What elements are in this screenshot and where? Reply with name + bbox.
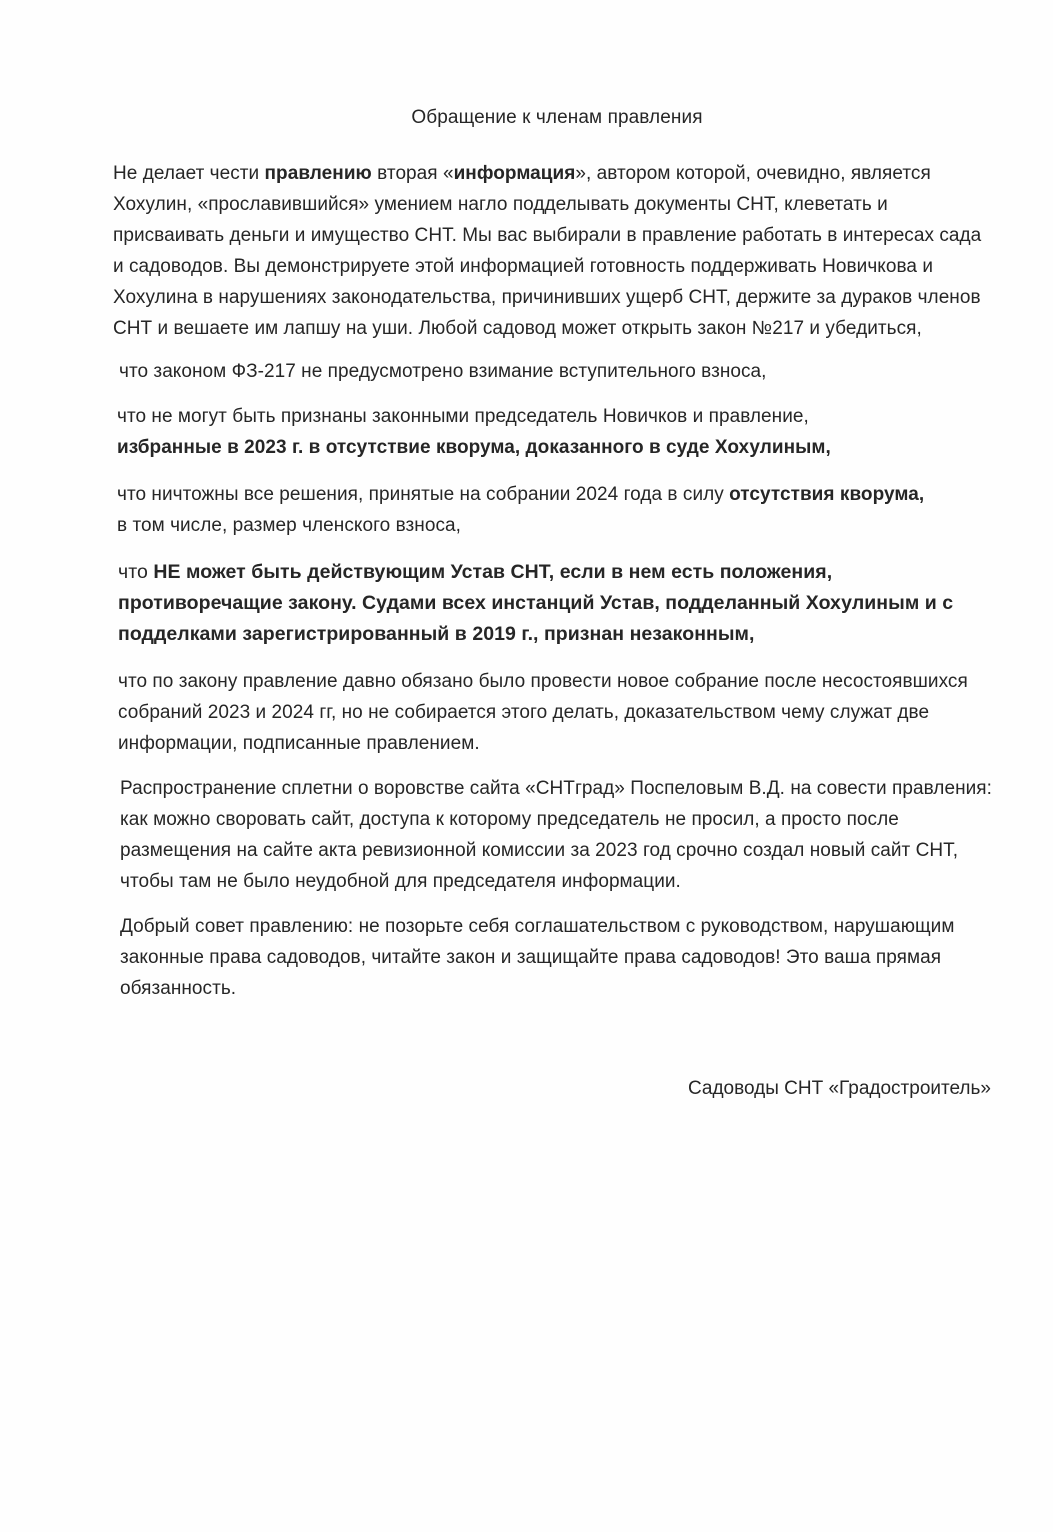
- signature: Садоводы СНТ «Градостроитель»: [687, 1078, 991, 1099]
- paragraph-chairman-bold: избранные в 2023 г. в отсутствие кворума, доказанного в суде Хохулиным,: [117, 437, 831, 458]
- paragraph-chairman: [113, 401, 993, 463]
- paragraph-intro-text-2: вторая «: [371, 163, 454, 184]
- paragraph-intro-text-1: Не делает чести: [113, 163, 265, 184]
- paragraph-website: Распространение сплетни о воровстве сайта «СНТград» Поспеловым В.Д. на совести правления: как можно своровать сайт, доступа к которому председатель не просил, а просто после размещения на сайте акта ревизионной комиссии за 2023 год срочно создал новый сайт СНТ, чтобы там не было неудобной для председателя информации.: [120, 778, 992, 892]
- paragraph-decisions-text-2: в том числе, размер членского взноса,: [117, 515, 461, 536]
- paragraph-charter-bold: НЕ может быть действующим Устав СНТ, если в нем есть положения, противоречащие закону. Судами всех инстанций Устав, подделанный Хохулиным и с подделками зарегистрированный в 2019 г., признан незаконным,: [118, 561, 954, 645]
- paragraph-charter-text: что: [118, 561, 154, 583]
- paragraph-intro-bold-2: информация: [453, 163, 576, 184]
- document-title: Обращение к членам правления: [411, 107, 703, 128]
- paragraph-decisions-text-1: что ничтожны все решения, принятые на собрании 2024 года в силу: [117, 484, 730, 505]
- paragraph-new-meeting: что по закону правление давно обязано было провести новое собрание после несостоявшихся собраний 2023 и 2024 гг, но не собирается этого делать, доказательством чему служат две информации, подписанные правлением.: [118, 671, 968, 754]
- paragraph-decisions-bold: отсутствия кворума,: [729, 484, 925, 505]
- paragraph-intro-text-3: », автором которой, очевидно, является Хохулин, «прославившийся» умением нагло подделывать документы СНТ, клеветать и присваивать деньги и имущество СНТ. Мы вас выбирали в правление работать в интересах сада и садоводов. Вы демонстрируете этой информацией готовность поддерживать Новичкова и Хохулина в нарушениях законодательства, причинивших ущерб СНТ, держите за дураков членов СНТ и вешаете им лапшу на уши. Любой садовод может открыть закон №217 и убедиться,: [113, 163, 982, 339]
- paragraph-charter: [113, 557, 993, 650]
- paragraph-entrance-fee: что законом ФЗ-217 не предусмотрено взимание вступительного взноса,: [119, 361, 767, 382]
- paragraph-intro: [113, 158, 993, 344]
- paragraph-decisions: [113, 479, 993, 541]
- paragraph-advice: Добрый совет правлению: не позорьте себя соглашательством с руководством, нарушающим законные права садоводов, читайте закон и защищайте права садоводов! Это ваша прямая обязанность.: [120, 916, 955, 999]
- paragraph-chairman-text: что не могут быть признаны законными председатель Новичков и правление,: [117, 406, 809, 427]
- document-body: [113, 104, 993, 1016]
- paragraph-intro-bold-1: правлению: [264, 163, 372, 184]
